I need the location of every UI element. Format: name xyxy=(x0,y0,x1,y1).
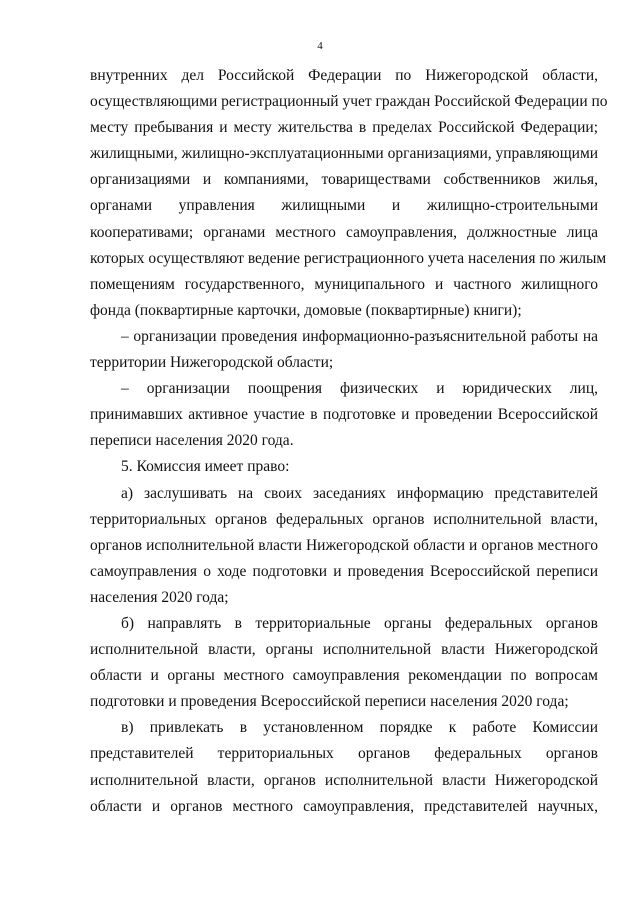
paragraph-encouragement xyxy=(90,376,598,454)
page-number: 4 xyxy=(317,40,323,52)
text-line: помещениям государственного, муниципального и частного жилищного xyxy=(90,275,598,293)
text-line: жилищными, жилищно-эксплуатационными организациями, управляющими xyxy=(90,145,599,163)
text-line: которых осуществляют ведение регистрационного учета населения по жилым xyxy=(90,249,607,267)
text-line: организациями и компаниями, товариществами собственников жилья, xyxy=(90,171,598,189)
paragraph-info-work xyxy=(90,324,598,376)
paragraph-registration-bodies xyxy=(90,63,608,324)
text-line: представителей территориальных органов федеральных органов xyxy=(90,745,598,763)
text-line: – организации проведения информационно-разъяснительной работы на xyxy=(121,327,598,345)
text-line: внутренних дел Российской Федерации по Нижегородской области, xyxy=(90,67,598,84)
text-line: в) привлекать в установленном порядке к работе Комиссии xyxy=(121,719,598,737)
text-line: области и органы местного самоуправления рекомендации по вопросам xyxy=(90,667,598,685)
text-line: самоуправления о ходе подготовки и проведения Всероссийской переписи xyxy=(90,562,598,580)
text-line: переписи населения 2020 года. xyxy=(90,432,294,450)
text-line: населения 2020 года; xyxy=(90,588,229,606)
text-line: принимавших активное участие в подготовке и проведении Всероссийской xyxy=(90,406,598,424)
text-line: исполнительной власти, органы исполнительной власти Нижегородской xyxy=(90,641,598,659)
text-line: территориальных органов федеральных органов исполнительной власти, xyxy=(90,510,598,528)
text-line: исполнительной власти, органов исполнительной власти Нижегородской xyxy=(90,771,598,789)
text-line: подготовки и проведения Всероссийской переписи населения 2020 года; xyxy=(90,693,569,711)
paragraph-item-b xyxy=(90,611,598,715)
text-line: органов исполнительной власти Нижегородской области и органов местного xyxy=(90,536,598,554)
text-line: кооперативами; органами местного самоуправления, должностные лица xyxy=(90,223,598,241)
text-line: месту пребывания и месту жительства в пределах Российской Федерации; xyxy=(90,119,598,137)
text-line: б) направлять в территориальные органы федеральных органов xyxy=(121,614,598,632)
text-line: области и органов местного самоуправления, представителей научных, xyxy=(90,797,598,815)
paragraph-item-a xyxy=(90,481,598,611)
text-line: 5. Комиссия имеет право: xyxy=(121,458,290,476)
text-line: – организации поощрения физических и юридических лиц, xyxy=(121,380,598,398)
text-line: а) заслушивать на своих заседаниях информацию представителей xyxy=(121,484,598,502)
text-line: органами управления жилищными и жилищно-строительными xyxy=(90,197,598,215)
text-line: территории Нижегородской области; xyxy=(90,354,334,372)
text-line: осуществляющими регистрационный учет граждан Российской Федерации по xyxy=(90,93,608,111)
text-line: фонда (поквартирные карточки, домовые (поквартирные) книги); xyxy=(90,301,522,319)
paragraph-item-v xyxy=(90,715,598,819)
document-body xyxy=(90,63,608,820)
paragraph-section-5-heading xyxy=(90,454,598,480)
